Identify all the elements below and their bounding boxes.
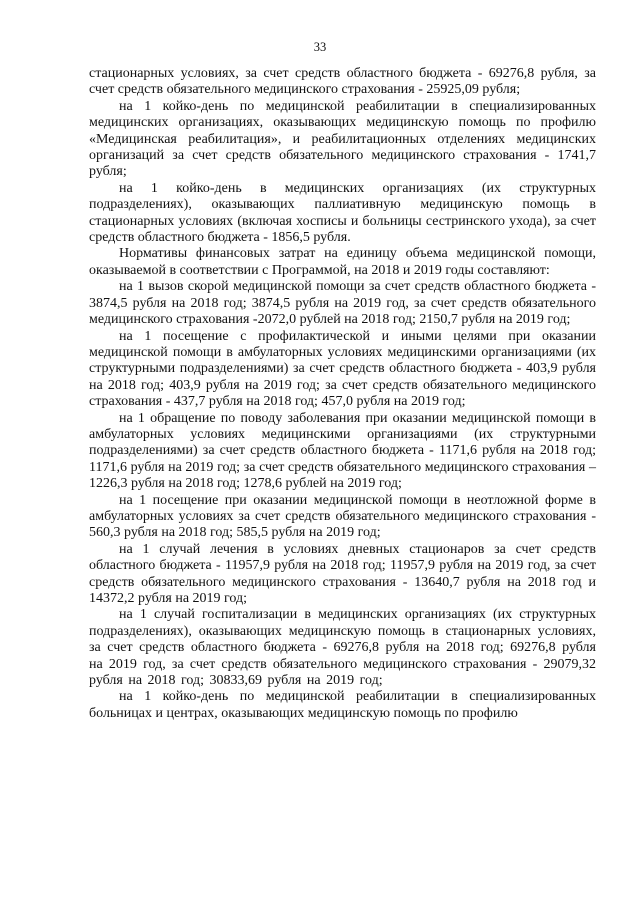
paragraph-ambulance-call: на 1 вызов скорой медицинской помощи за счет средств областного бюджета - 3874,5 рубля на 2018 год; 3874,5 рубля на 2019 год, за счет средств обязательного медицинского страхования -2072,0 рублей на 2018 год; 2150,7 рубля на 2019 год; [89, 279, 596, 328]
paragraph-continuation: стационарных условиях, за счет средств областного бюджета - 69276,8 рубля, за счет средств обязательного медицинского страхования - 25925,09 рубля; [89, 66, 596, 98]
page-number: 33 [313, 40, 327, 54]
paragraph-disease-appeal: на 1 обращение по поводу заболевания при оказании медицинской помощи в амбулаторных условиях медицинскими организациями (их структурными подразделениями) за счет средств областного бюджета - 1171,6 рубля на 2018 год; 1171,6 рубля на 2019 год; за счет средств обязательного медицинского страхования – 1226,3 рубля на 2018 год; 1278,6 рублей на 2019 год; [89, 410, 596, 492]
paragraph-palliative-bed-day: на 1 койко-день в медицинских организациях (их структурных подразделениях), оказывающих паллиативную медицинскую помощь в стационарных условиях (включая хосписы и больницы сестринского ухода), за счет средств областного бюджета - 1856,5 рубля. [89, 180, 596, 246]
paragraph-hospitalization-case: на 1 случай госпитализации в медицинских организациях (их структурных подразделениях), оказывающих медицинскую помощь в стационарных условиях, за счет средств областного бюджета - 69276,8 рубля на 2018 год; 69276,8 рубля на 2019 год, за счет средств обязательного медицинского страхования - 29079,32 рубля на 2018 год; 30833,69 рубля на 2019 год; [89, 607, 596, 689]
paragraph-emergency-visit: на 1 посещение при оказании медицинской помощи в неотложной форме в амбулаторных условиях за счет средств обязательного медицинского страхования - 560,3 рубля на 2018 год; 585,5 рубля на 2019 год; [89, 492, 596, 541]
paragraph-cost-norms-intro: Нормативы финансовых затрат на единицу объема медицинской помощи, оказываемой в соответствии с Программой, на 2018 и 2019 годы составляют: [89, 246, 596, 278]
paragraph-rehab-bed-day: на 1 койко-день по медицинской реабилитации в специализированных медицинских организациях, оказывающих медицинскую помощь по профилю «Медицинская реабилитация», и реабилитационных отделениях медицинских организаций за счет средств обязательного медицинского страхования - 1741,7 рубля; [89, 98, 596, 180]
paragraph-day-hospital-case: на 1 случай лечения в условиях дневных стационаров за счет средств областного бюджета - 11957,9 рубля на 2018 год; 11957,9 рубля на 2019 год, за счет средств обязательного медицинского страхования - 13640,7 рубля на 2018 год и 14372,2 рубля на 2019 год; [89, 541, 596, 606]
document-body [89, 66, 596, 722]
paragraph-preventive-visit: на 1 посещение с профилактической и иными целями при оказании медицинской помощи в амбулаторных условиях медицинскими организациями (их структурными подразделениями) за счет средств областного бюджета - 403,9 рубля на 2018 год; 403,9 рубля на 2019 год; за счет средств обязательного медицинского страхования - 437,7 рубля на 2018 год; 457,0 рубля на 2019 год; [89, 328, 596, 410]
paragraph-rehab-centers: на 1 койко-день по медицинской реабилитации в специализированных больницах и центрах, оказывающих медицинскую помощь по профилю [89, 689, 596, 721]
